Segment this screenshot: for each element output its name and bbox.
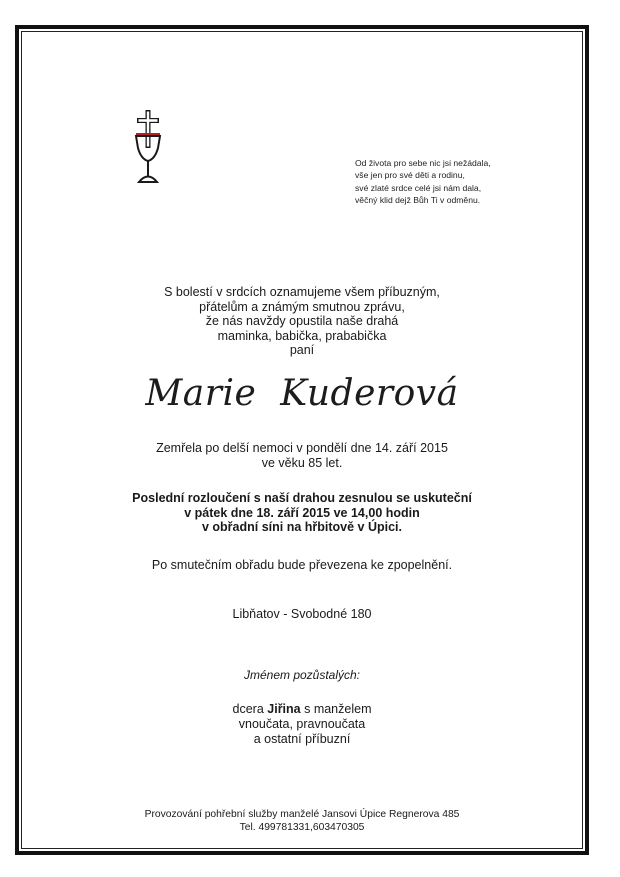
footer-phone: Tel. 499781331,603470305: [239, 821, 365, 833]
family-line: vnoučata, pravnoučata: [238, 717, 366, 731]
funeral-info-line: v pátek dne 18. září 2015 ve 14,00 hodin: [184, 505, 420, 520]
death-info-line: ve věku 85 let.: [261, 455, 343, 470]
verse-line: vše jen pro své děti a rodinu,: [355, 170, 465, 181]
death-info: [0, 441, 604, 470]
cremation-note: Po smutečním obřadu bude převezena ke zpopelnění.: [151, 558, 453, 572]
funeral-info-line: v obřadní síni na hřbitově v Úpici.: [201, 520, 403, 535]
family-list: [0, 702, 604, 747]
family-address: Libňatov - Svobodné 180: [232, 607, 372, 621]
family-suffix: s manželem: [300, 702, 372, 716]
verse-line: věčný klid dejž Bůh Ti v odměnu.: [355, 194, 481, 205]
announcement-text: [0, 285, 604, 358]
family-line: [0, 702, 604, 717]
verse-line: své zlaté srdce celé jsi nám dala,: [355, 182, 482, 193]
funeral-service-footer: [0, 809, 604, 834]
announcement-line: že nás navždy opustila naše drahá: [205, 314, 399, 329]
announcement-line: S bolestí v srdcích oznamujeme všem příbuzným,: [164, 285, 440, 299]
announcement-line: paní: [289, 343, 315, 358]
memorial-verse: [355, 157, 575, 206]
announcement-line: přátelům a známým smutnou zprávu,: [199, 299, 405, 314]
cross-chalice-icon: [133, 108, 163, 186]
family-daughter-name: Jiřina: [267, 702, 301, 716]
death-info-line: Zemřela po delší nemoci v pondělí dne 14. září 2015: [156, 441, 448, 455]
family-prefix: dcera: [232, 702, 268, 716]
deceased-name: [0, 373, 604, 414]
funeral-info-line: Poslední rozloučení s naší drahou zesnulou se uskuteční: [132, 491, 472, 505]
on-behalf-label: Jménem pozůstalých:: [243, 668, 361, 682]
announcement-line: maminka, babička, prababička: [217, 328, 387, 343]
family-line: a ostatní příbuzní: [253, 732, 351, 746]
footer-line: Provozování pohřební služby manželé Jansovi Úpice Regnerova 485: [144, 809, 460, 820]
deceased-last-name: Kuderová: [280, 373, 459, 414]
deceased-first-name: Marie: [145, 373, 257, 414]
verse-line: Od života pro sebe nic jsi nežádala,: [355, 158, 491, 168]
funeral-info: [0, 491, 604, 535]
